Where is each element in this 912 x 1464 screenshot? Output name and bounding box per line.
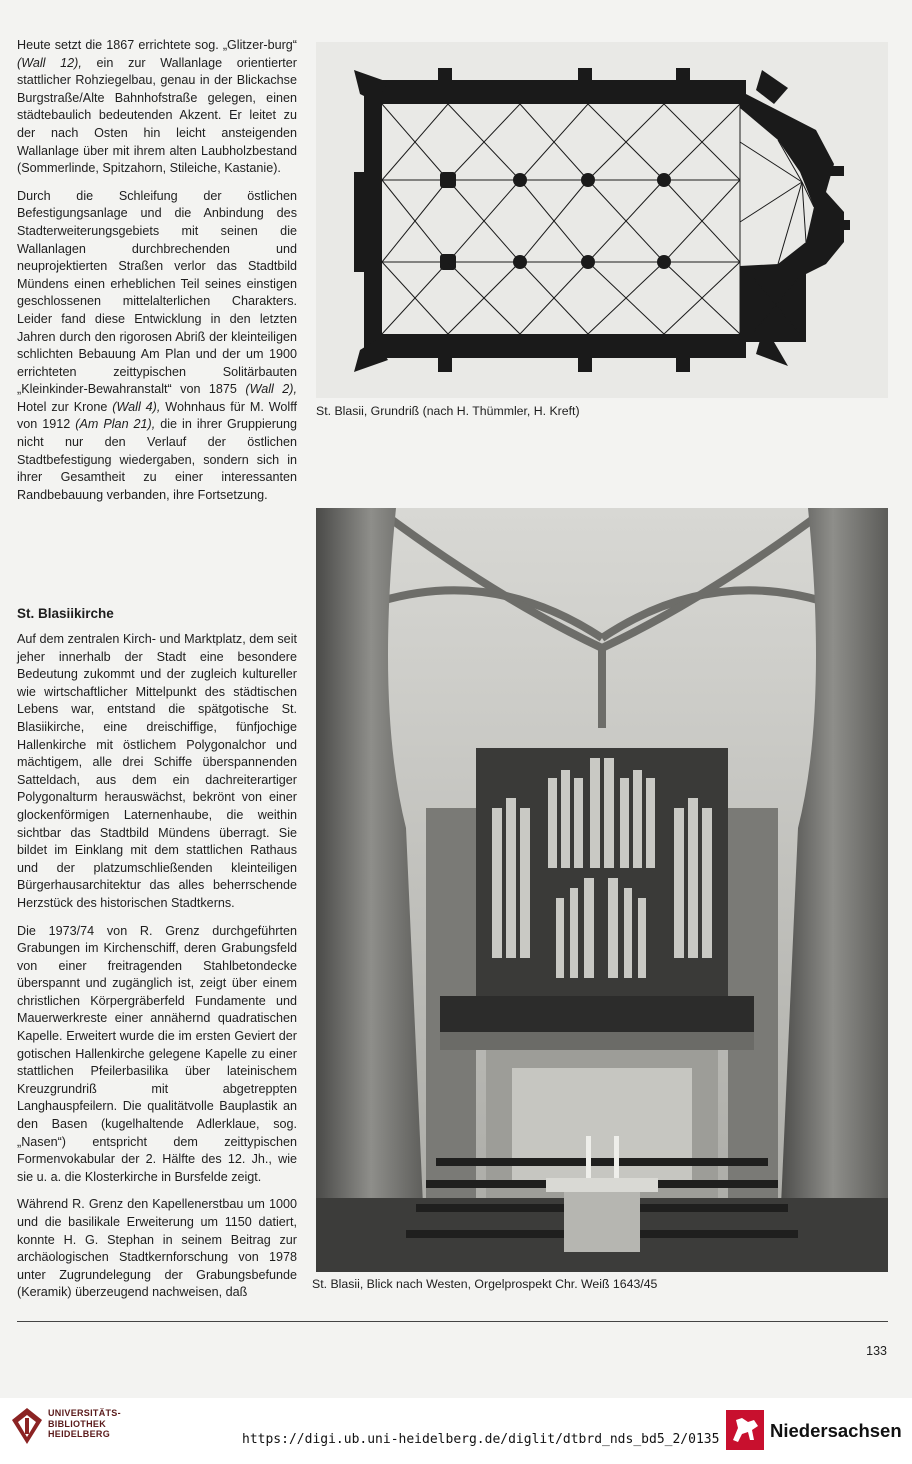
- section-heading: St. Blasiikirche: [17, 606, 114, 621]
- floor-plan-figure: [316, 42, 888, 398]
- section-text-column: [17, 631, 297, 1312]
- floor-plan-caption: St. Blasii, Grundriß (nach H. Thümmler, H. Kreft): [316, 404, 580, 418]
- page-rule: [17, 1321, 888, 1322]
- floor-plan-drawing: [316, 42, 888, 398]
- university-library-logo-icon: [10, 1406, 44, 1446]
- lower-saxony-horse-icon: [726, 1410, 764, 1450]
- paragraph-kirchplatz: Auf dem zentralen Kirch- und Marktplatz, dem seit jeher innerhalb der Stadt eine besondere Bedeutung zukommt und der zugleich kultureller wie wirtschaftlicher Mittelpunkt des städtischen Lebens war, entstand die spätgotische St. Blasiikirche, eine dreischiffige, fünfjochige Hallenkirche mit östlichem Polygonalchor und mächtigem, alle drei Schiffe überspannenden Satteldach, aus dem ein dachreiterartiger Polygonalturm herauswächst, bekrönt von einer glockenförmigen Laternenhaube, die weithin sichtbar das Stadtbild Mündens überragt. Sie bildet im Einklang mit dem stattlichen Rathaus und der platzumschließenden kleinteiligen Bürgerhausarchitektur das alles beherrschende Herzstück des historischen Stadtkerns.: [17, 632, 297, 910]
- ref-wall-4: (Wall 4),: [112, 399, 161, 414]
- paragraph-grabungen: Die 1973/74 von R. Grenz durchgeführten Grabungen im Kirchenschiff, deren Grabungsfeld von einer freitragenden Stahlbetondecke überspannt und zugänglich ist, zeigt über einem christlichen Körpergräberfeld Fundamente und Mauerwerkreste einer annähernd quadratischen Kapelle. Erweitert wurde die im ersten Geviert der gotischen Hallenkirche gelegene Kapelle zu einer stattlichen Pfeilerbasilika über lateinischem Kreuzgrundriß mit abgetreppten Langhauspfeilern. Die qualitätvolle Bauplastik an den Basen (kugelhaltende Adlerklaue, sog. „Nasen“) entspricht dem zeittypischen Formenvokabular der 2. Hälfte des 12. Jh., wie sie u. a. die Klosterkirche in Bursfelde zeigt.: [17, 923, 297, 1184]
- body-text-column: [17, 37, 297, 514]
- university-library-name: UNIVERSITÄTS- BIBLIOTHEK HEIDELBERG: [48, 1408, 121, 1439]
- ref-wall-12: (Wall 12),: [17, 55, 82, 70]
- sponsor-name: Niedersachsen: [770, 1420, 902, 1441]
- paragraph-datierung: Während R. Grenz den Kapellenerstbau um 1000 und die basilikale Erweiterung um 1150 datiert, konnte H. G. Stephan in seinem Beitrag zur archäologischen Stadtkernforschung von 1978 unter Zugrundelegung der Grabungsbefunde (Keramik) überzeugend nachweisen, daß: [17, 1197, 297, 1300]
- digitization-footer: [0, 1398, 912, 1464]
- paragraph-befestigung: Durch die Schleifung der östlichen Befestigungsanlage und die Anbindung des Stadterweiterungsgebiets mit seinen die Wallanlagen durchbrechenden und neuprojektierten Straßen verlor das Stadtbild Mündens einen erheblichen Teil seines einstigen geschlossenen mittelalterlichen Charakters. Leider fand diese Entwicklung in den letzten Jahren durch den rigorosen Abriß der kleinteiligen schlichten Bebauung Am Plan und der um 1900 errichteten zeittypischen Solitärbauten „Kleinkinder-Bewahranstalt“ von 1875 (Wall 2), Hotel zur Krone (Wall 4), Wohnhaus für M. Wolff von 1912 (Am Plan 21), die in ihrer Gruppierung nicht nur den Verlauf der östlichen Stadtbefestigung wiedergaben, sondern sich in ihrer Gesamtheit zu einer interessanten Randbebauung verbanden, ihre Fortsetzung.: [17, 188, 298, 502]
- page-number: 133: [866, 1344, 887, 1358]
- permalink-url[interactable]: https://digi.ub.uni-heidelberg.de/diglit/dtbrd_nds_bd5_2/0135: [242, 1432, 720, 1447]
- photo-caption: St. Blasii, Blick nach Westen, Orgelprospekt Chr. Weiß 1643/45: [312, 1277, 658, 1291]
- ref-wall-2: (Wall 2),: [245, 382, 297, 397]
- organ-view-illustration: [316, 508, 888, 1272]
- ref-am-plan-21: (Am Plan 21),: [75, 417, 156, 432]
- church-interior-photo: [316, 508, 888, 1272]
- paragraph-glitzerburg: Heute setzt die 1867 errichtete sog. „Glitzer-burg“ (Wall 12), ein zur Wallanlage orientierter stattlicher Rohziegelbau, genau in der Blickachse Burgstraße/Alte Bahnhofstraße gelegen, einen städtebaulich bedeutenden Akzent. Er leitet zu der nach Osten hin leicht ansteigenden Wallanlage über mit ihrem alten Laubholzbestand (Sommerlinde, Spitzahorn, Stileiche, Kastanie).: [17, 38, 297, 176]
